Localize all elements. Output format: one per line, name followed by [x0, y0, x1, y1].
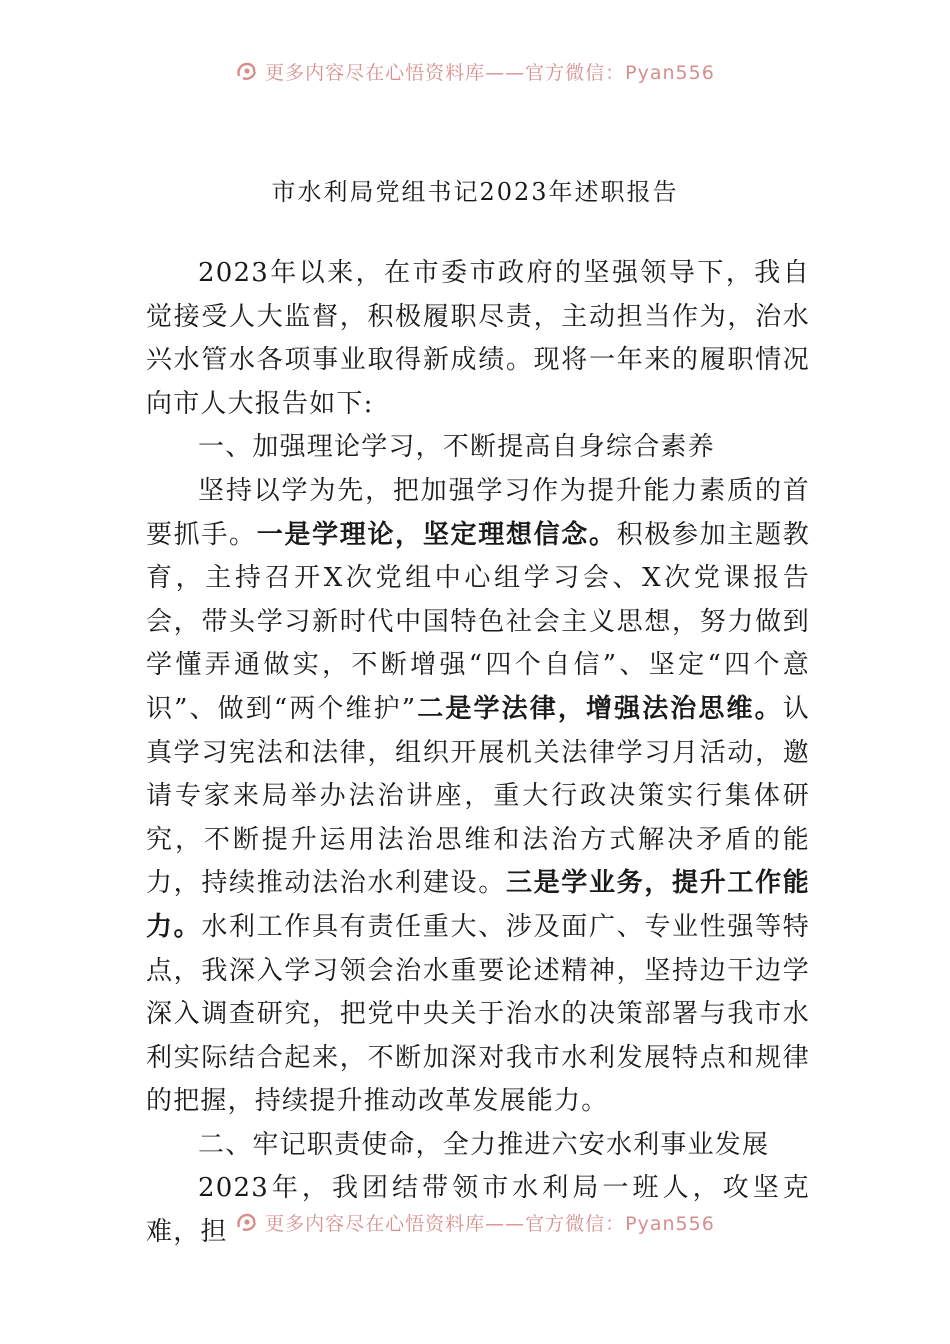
watermark-logo-icon [235, 60, 259, 82]
section-2-paragraph: 2023年，我团结带领市水利局一班人，攻坚克难，担 [146, 1173, 810, 1248]
watermark-bottom [0, 1207, 950, 1237]
watermark-text: 更多内容尽在心悟资料库——官方微信：Pyan556 [265, 61, 715, 84]
section-2-heading: 二、牢记职责使命，全力推进六安水利事业发展 [198, 1129, 770, 1160]
point-1-text: 积极参加主题教育，主持召开X次党组中心组学习会、X次党课报告会，带头学习新时代中国特色社会主义思想，努力做到学懂弄通做实，不断增强“四个自信”、坚定“四个意识”、做到“两个维护” [146, 519, 810, 724]
point-3-heading: 三是学业务，提升工作能力。 [146, 868, 811, 942]
intro-paragraph: 2023年以来，在市委市政府的坚强领导下，我自觉接受人大监督，积极履职尽责，主动担当作为，治水兴水管水各项事业取得新成绩。现将一年来的履职情况向市人大报告如下: [146, 258, 810, 419]
point-3-text: 水利工作具有责任重大、涉及面广、专业性强等特点，我深入学习领会治水重要论述精神，坚持边干边学深入调查研究，把党中央关于治水的决策部署与我市水利实际结合起来，不断加深对我市水利发展特点和规律的把握，持续提升推动改革发展能力。 [146, 911, 810, 1117]
point-2-heading: 二是学法律，增强法治思维。 [416, 693, 783, 724]
document-body [146, 252, 810, 1255]
section-1-lead-text: 坚持以学为先，把加强学习作为提升能力素质的首要抓手。 [146, 475, 810, 550]
point-2-text: 认真学习宪法和法律，组织开展机关法律学习月活动，邀请专家来局举办法治讲座，重大行政决策实行集体研究，不断提升运用法治思维和法治方式解决矛盾的能力，持续推动法治水利建设。 [146, 693, 810, 899]
watermark-text: 更多内容尽在心悟资料库——官方微信：Pyan556 [265, 1212, 715, 1235]
point-1-heading: 一是学理论，坚定理想信念。 [256, 519, 617, 550]
section-1-paragraph [146, 470, 810, 1124]
document-title: 市水利局党组书记2023年述职报告 [271, 178, 679, 206]
watermark-logo-icon [235, 1211, 259, 1233]
watermark-top [0, 56, 950, 86]
section-1-heading: 一、加强理论学习，不断提高自身综合素养 [198, 432, 715, 463]
